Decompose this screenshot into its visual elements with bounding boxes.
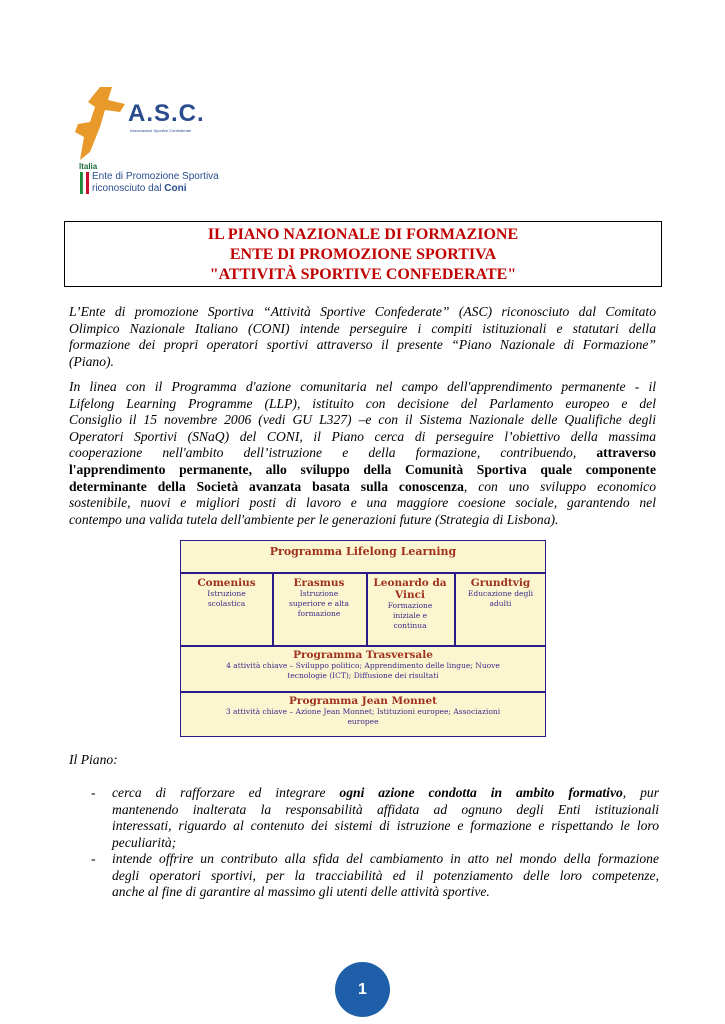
bullet-dash: - (91, 851, 96, 866)
bullet-1-rest (112, 802, 659, 852)
italia-label: Italia (79, 162, 98, 171)
col-desc-line: adulti (489, 599, 512, 608)
bullet-dash: - (91, 785, 96, 800)
table-col-comenius (183, 577, 270, 609)
trasversale-desc: 4 attività chiave – Sviluppo politico; Apprendimento delle lingue; Nuove (226, 661, 500, 670)
intro-p1-line: formazione dei propri operatori sportivi attraverso il presente “Piano Nazionale di Formazione” (69, 337, 656, 353)
intro-p1-line: (Piano). (69, 353, 114, 369)
page-number: 1 (335, 962, 390, 1017)
table-divider (181, 572, 545, 574)
monnet-desc: 3 attività chiave – Azione Jean Monnet; Istituzioni europee; Associazioni (225, 707, 501, 716)
col-title: Grundtvig (470, 577, 531, 589)
intro-p2-line: Consiglio il 15 novembre 2006 (vedi GU L327) –e con il Sistema Nazionale delle Qualifiche degli (69, 412, 656, 428)
table-col-grundtvig (456, 577, 545, 609)
title-line-2: ENTE DI PROMOZIONE SPORTIVA (229, 246, 497, 263)
piano-bullet-2 (69, 851, 659, 901)
title-line-3: "ATTIVITÀ SPORTIVE CONFEDERATE" (209, 266, 517, 283)
bullet-1-bold: ogni azione condotta in ambito formativo (339, 785, 623, 800)
monnet-desc: europee (347, 717, 379, 726)
bullet-2-text (112, 851, 659, 901)
intro-p2-line: sostenibile, nuovi e migliori posti di lavoro e una maggiore coesione sociale, garantendo nel (69, 495, 656, 511)
table-header: Programma Lifelong Learning (269, 545, 457, 558)
table-trasversale (181, 649, 545, 681)
intro-p2-line-6: l'apprendimento permanente, allo sviluppo della Comunità Sportiva quale componente (69, 461, 656, 477)
table-divider (181, 645, 545, 647)
title-box (64, 221, 662, 287)
coni-line-2-prefix: riconosciuto dal (92, 183, 165, 194)
col-desc-line: iniziale e (392, 611, 428, 620)
col-title: Comenius (197, 577, 256, 589)
table-jean-monnet (181, 695, 545, 727)
trasversale-desc: tecnologie (ICT); Diffusione dei risultati (287, 671, 439, 680)
intro-p2-line-7-bold: determinante della Società avanzata basata sulla conoscenza (69, 478, 464, 494)
asc-logo-mark-icon (70, 82, 130, 162)
monnet-title: Programma Jean Monnet (289, 695, 437, 707)
intro-p1-line: Olimpico Nazionale Italiano (CONI) intende perseguire i compiti istituzionali e statutari della (69, 320, 656, 336)
intro-p2-line: Lifelong Learning Programme (LLP), istituito con decisione del Parlamento europeo e del (69, 395, 656, 411)
bullet-1-text (112, 785, 659, 802)
bullet-1-pre: cerca di rafforzare ed integrare (112, 785, 340, 800)
col-desc-line: Istruzione (299, 589, 339, 598)
coni-line-2-bold: Coni (164, 183, 187, 194)
col-desc-line: scolastica (207, 599, 246, 608)
bullet-2-line: intende offrire un contributo alla sfida del cambiamento in atto nel mondo della formazione (112, 851, 659, 866)
bullet-1-first-line (112, 785, 659, 802)
bullet-1-line: interessati, riguardo al contenuto dei sistemi di istruzione e formazione e rispettando le loro (112, 818, 659, 834)
title-line-1: IL PIANO NAZIONALE DI FORMAZIONE (207, 226, 519, 243)
intro-paragraph-2 (69, 379, 656, 528)
intro-p2-line-7-normal: , con uno sviluppo economico (463, 478, 656, 494)
intro-p2-line-5-normal: cooperazione nell'ambito dell’istruzione e della formazione, contribuendo, (69, 445, 577, 461)
intro-p1-line: L’Ente di promozione Sportiva “Attività Sportive Confederate” (ASC) riconosciuto dal Comitato (69, 304, 656, 319)
intro-p2-line-5-bold: attraverso (596, 445, 656, 461)
bullet-2-line: anche al fine di garantire al massimo gli utenti delle attività sportive. (112, 884, 490, 900)
piano-bullet-1 (69, 785, 659, 851)
italian-flag-icon (80, 172, 90, 194)
col-desc-line: Istruzione (207, 589, 246, 598)
col-desc-line: continua (393, 621, 427, 630)
col-desc-line: formazione (297, 609, 341, 618)
bullet-1-post: , pur (622, 785, 659, 800)
asc-brand-subtitle: Associazioni Sportive Confederate (130, 128, 192, 133)
intro-p2-line-7 (69, 479, 656, 496)
intro-p2-line-5 (69, 445, 656, 462)
coni-line-1: Ente di Promozione Sportiva (92, 171, 219, 182)
bullet-2-line: degli operatori sportivi, per la tracciabilità ed il potenziamento delle loro competenze, (112, 867, 659, 883)
table-col-leonardo (368, 577, 452, 631)
col-title: Erasmus (293, 577, 345, 589)
bullet-1-line: mantenendo inalterata la responsabilità affidata ad ognuno degli Enti istituzionali (112, 801, 659, 817)
col-desc-line: Educazione degli (467, 589, 534, 598)
intro-paragraph-1 (69, 304, 656, 370)
col-desc-line: superiore e alta (288, 599, 349, 608)
intro-p2-line: contempo una valida tutela dell'ambiente per le generazioni future (Strategia di Lisbona). (69, 511, 559, 527)
asc-brand: A.S.C. (128, 100, 205, 127)
table-divider (181, 691, 545, 693)
intro-p2-line: Operatori Sportivi (SNaQ) del CONI, il Piano cerca di perseguire l’obiettivo della massima (69, 428, 656, 444)
bullet-1-line: peculiarità; (112, 834, 177, 850)
lifelong-learning-table (180, 540, 546, 737)
trasversale-title: Programma Trasversale (293, 649, 433, 661)
piano-label: Il Piano: (69, 752, 118, 767)
coni-line-2 (92, 183, 186, 194)
intro-p2-line: In linea con il Programma d'azione comunitaria nel campo dell'apprendimento permanente - il (69, 379, 656, 394)
table-col-erasmus (274, 577, 364, 619)
col-title: Leonardo da Vinci (373, 577, 447, 601)
col-desc-line: Formazione (387, 601, 433, 610)
